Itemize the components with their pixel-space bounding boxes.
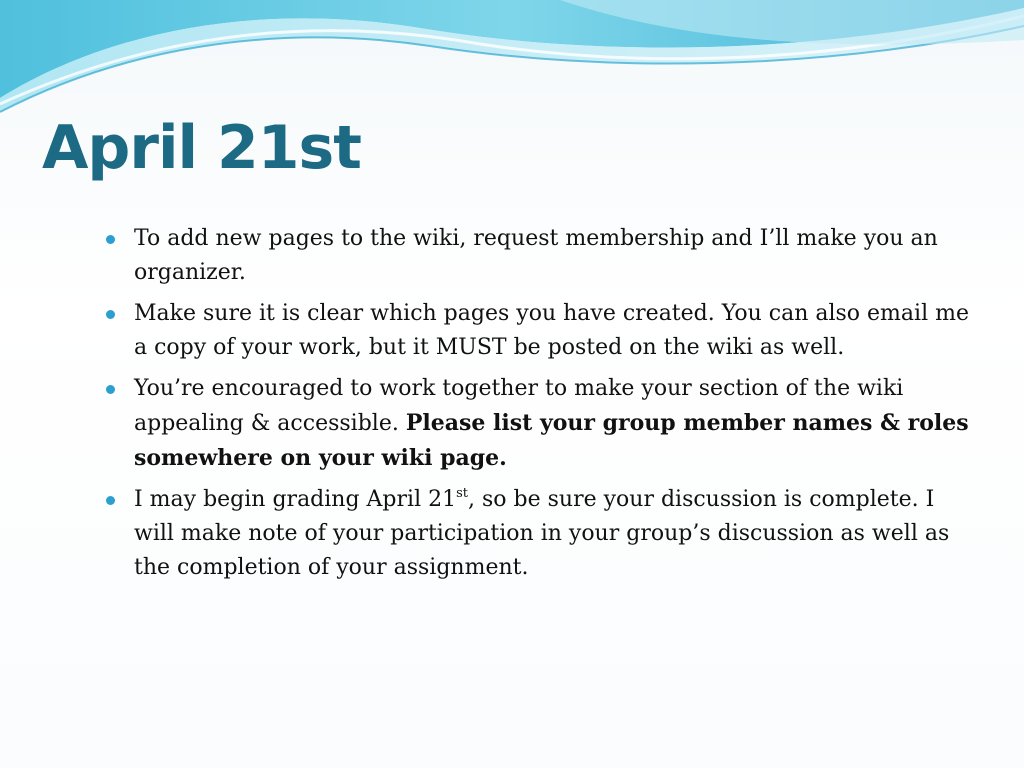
ordinal-superscript: st	[456, 486, 468, 501]
slide-title: April 21st	[42, 113, 361, 183]
bullet-text: To add new pages to the wiki, request membership and I’ll make you an organizer.	[134, 226, 938, 285]
bullet-item	[104, 372, 974, 476]
bullet-bold-text: Please list your group member names & roles somewhere on your wiki page.	[134, 410, 969, 471]
bullet-item	[104, 483, 974, 585]
bullet-text: I may begin grading April 21	[134, 487, 457, 512]
wave-header-decoration	[0, 0, 1024, 130]
bullet-text-continued: , so be sure your discussion is complete. I will make note of your participation in your group’s discussion as well as the completion of your assignment.	[134, 487, 950, 580]
bullet-item	[104, 222, 974, 290]
bullet-list	[104, 222, 974, 592]
bullet-item	[104, 297, 974, 365]
bullet-dot-icon	[106, 496, 115, 505]
bullet-text: Make sure it is clear which pages you have created. You can also email me a copy of your work, but it MUST be posted on the wiki as well.	[134, 301, 969, 360]
bullet-dot-icon	[106, 310, 115, 319]
bullet-dot-icon	[106, 385, 115, 394]
bullet-text: You’re encouraged to work together to make your section of the wiki appealing & accessible.	[134, 376, 904, 436]
bullet-dot-icon	[106, 235, 115, 244]
